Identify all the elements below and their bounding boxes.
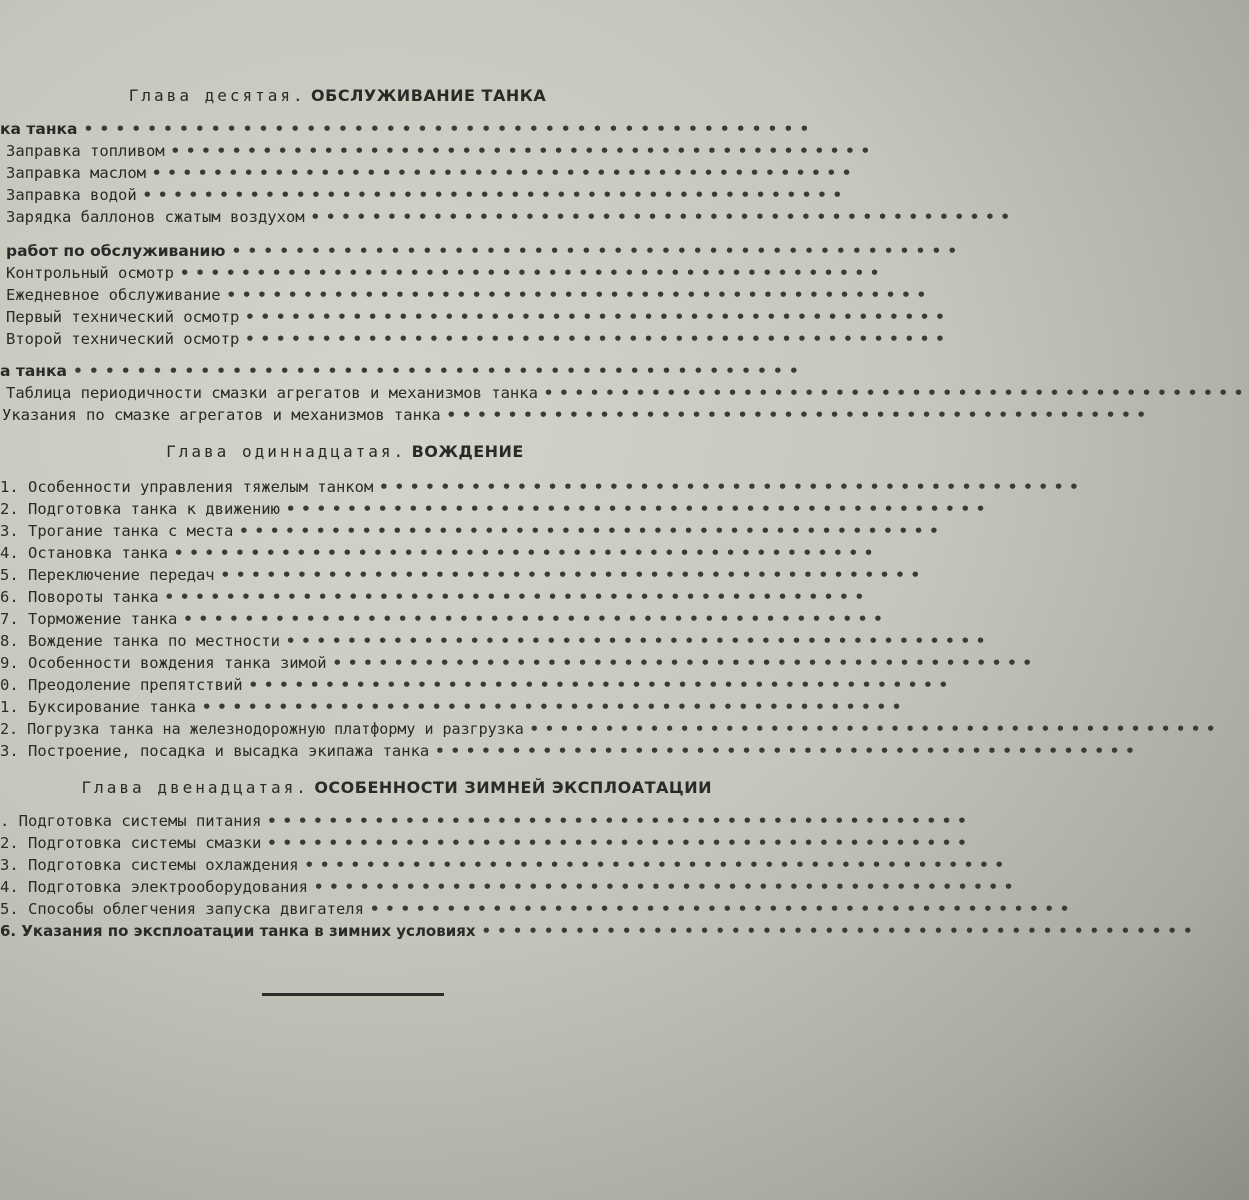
dot-leader: ••••••••••••••••••••••••••••••••••••••••••••••	[304, 856, 1010, 874]
toc-entry: Заправка маслом ••••••••••••••••••••••••••••••••••••••••••••••	[6, 164, 858, 182]
chapter-12-heading	[0, 778, 712, 798]
dot-leader: ••••••••••••••••••••••••••••••••••••••••••••••	[310, 208, 1016, 226]
dot-leader: ••••••••••••••••••••••••••••••••••••••••••••••	[226, 286, 932, 304]
dot-leader: ••••••••••••••••••••••••••••••••••••••••••••••	[435, 742, 1141, 760]
dot-leader: ••••••••••••••••••••••••••••••••••••••••••••••	[245, 308, 951, 326]
toc-entry: 2. Погрузка танка на железнодорожную платформу и разгрузка ••••••••••••••••••••••••••••••••••••••••••••••	[0, 720, 1222, 738]
dot-leader: ••••••••••••••••••••••••••••••••••••••••••••••	[332, 654, 1038, 672]
toc-entry: 6. Указания по эксплоатации танка в зимних условиях ••••••••••••••••••••••••••••••••••••••••••••••	[0, 922, 1199, 940]
dot-leader: ••••••••••••••••••••••••••••••••••••••••••••••	[267, 812, 973, 830]
toc-entry: 5. Переключение передач ••••••••••••••••••••••••••••••••••••••••••••••	[0, 566, 926, 584]
toc-entry: 0. Преодоление препятствий ••••••••••••••••••••••••••••••••••••••••••••••	[0, 676, 954, 694]
toc-entry: 6. Повороты танка ••••••••••••••••••••••••••••••••••••••••••••••	[0, 588, 870, 606]
toc-entry: 1. Буксирование танка ••••••••••••••••••••••••••••••••••••••••••••••	[0, 698, 908, 716]
dot-leader: ••••••••••••••••••••••••••••••••••••••••••••••	[379, 478, 1085, 496]
toc-entry: 3. Трогание танка с места ••••••••••••••••••••••••••••••••••••••••••••••	[0, 522, 945, 540]
dot-leader: ••••••••••••••••••••••••••••••••••••••••••••••	[73, 362, 805, 380]
dot-leader: ••••••••••••••••••••••••••••••••••••••••••••••	[231, 242, 964, 260]
dot-leader: ••••••••••••••••••••••••••••••••••••••••••••••	[183, 610, 889, 628]
toc-entry: 8. Вождение танка по местности ••••••••••••••••••••••••••••••••••••••••••••••	[0, 632, 992, 650]
dot-leader: ••••••••••••••••••••••••••••••••••••••••••••••	[285, 632, 992, 650]
chapter-10-heading	[0, 86, 675, 106]
dot-leader: ••••••••••••••••••••••••••••••••••••••••••••••	[142, 186, 848, 204]
chapter-11-title: ВОЖДЕНИЕ	[411, 442, 524, 461]
toc-entry: 4. Подготовка электрооборудования ••••••••••••••••••••••••••••••••••••••••••••••	[0, 878, 1020, 896]
toc-entry: Контрольный осмотр ••••••••••••••••••••••••••••••••••••••••••••••	[6, 264, 886, 282]
toc-entry: 2. Подготовка системы смазки ••••••••••••••••••••••••••••••••••••••••••••••	[0, 834, 973, 852]
dot-leader: ••••••••••••••••••••••••••••••••••••••••••••••	[248, 676, 954, 694]
dot-leader: ••••••••••••••••••••••••••••••••••••••••••••••	[369, 900, 1076, 918]
dot-leader: ••••••••••••••••••••••••••••••••••••••••••••••	[446, 406, 1152, 424]
chapter-12-title: ОСОБЕННОСТИ ЗИМНЕЙ ЭКСПЛОАТАЦИИ	[314, 778, 712, 797]
dot-leader: ••••••••••••••••••••••••••••••••••••••••••••••	[201, 698, 908, 716]
chapter-12-prefix: Глава двенадцатая.	[81, 778, 309, 797]
chapter-10-title: ОБСЛУЖИВАНИЕ ТАНКА	[311, 86, 547, 105]
toc-entry: 3. Подготовка системы охлаждения ••••••••••••••••••••••••••••••••••••••••••••••	[0, 856, 1010, 874]
chapter-11-prefix: Глава одиннадцатая.	[166, 442, 407, 461]
toc-entry: 2. Подготовка танка к движению ••••••••••••••••••••••••••••••••••••••••••••••	[0, 500, 992, 518]
toc-entry: Заправка топливом ••••••••••••••••••••••••••••••••••••••••••••••	[6, 142, 876, 160]
toc-entry: ка танка ••••••••••••••••••••••••••••••••••••••••••••••	[0, 120, 816, 138]
toc-entry: Таблица периодичности смазки агрегатов и механизмов танка ••••••••••••••••••••••••••••••••••••••••••••••	[6, 384, 1249, 402]
dot-leader: ••••••••••••••••••••••••••••••••••••••••••••••	[481, 922, 1199, 940]
dot-leader: ••••••••••••••••••••••••••••••••••••••••••••••	[151, 164, 858, 182]
toc-entry: 7. Торможение танка ••••••••••••••••••••••••••••••••••••••••••••••	[0, 610, 889, 628]
chapter-10-prefix: Глава десятая.	[128, 86, 306, 105]
toc-entry: 4. Остановка танка ••••••••••••••••••••••••••••••••••••••••••••••	[0, 544, 880, 562]
dot-leader: ••••••••••••••••••••••••••••••••••••••••••••••	[83, 120, 816, 138]
dot-leader: ••••••••••••••••••••••••••••••••••••••••••••••	[285, 500, 992, 518]
dot-leader: ••••••••••••••••••••••••••••••••••••••••••••••	[529, 720, 1222, 738]
toc-entry: 9. Особенности вождения танка зимой ••••••••••••••••••••••••••••••••••••••••••••••	[0, 654, 1038, 672]
toc-entry: Указания по смазке агрегатов и механизмов танка ••••••••••••••••••••••••••••••••••••••••••••••	[2, 406, 1152, 424]
dot-leader: ••••••••••••••••••••••••••••••••••••••••••••••	[313, 878, 1020, 896]
end-rule-divider	[262, 993, 444, 996]
toc-entry: Второй технический осмотр ••••••••••••••••••••••••••••••••••••••••••••••	[6, 330, 951, 348]
toc-entry: Первый технический осмотр ••••••••••••••••••••••••••••••••••••••••••••••	[6, 308, 951, 326]
chapter-11-heading	[0, 442, 690, 462]
toc-entry: . Подготовка системы питания ••••••••••••••••••••••••••••••••••••••••••••••	[0, 812, 973, 830]
toc-entry: работ по обслуживанию ••••••••••••••••••••••••••••••••••••••••••••••	[6, 242, 964, 260]
toc-entry: Зарядка баллонов сжатым воздухом ••••••••••••••••••••••••••••••••••••••••••••••	[6, 208, 1016, 226]
dot-leader: ••••••••••••••••••••••••••••••••••••••••••••••	[543, 384, 1249, 402]
toc-entry: Заправка водой ••••••••••••••••••••••••••••••••••••••••••••••	[6, 186, 848, 204]
dot-leader: ••••••••••••••••••••••••••••••••••••••••••••••	[245, 330, 951, 348]
dot-leader: ••••••••••••••••••••••••••••••••••••••••••••••	[239, 522, 945, 540]
dot-leader: ••••••••••••••••••••••••••••••••••••••••••••••	[170, 142, 876, 160]
toc-entry: 3. Построение, посадка и высадка экипажа танка ••••••••••••••••••••••••••••••••••••••••••••••	[0, 742, 1141, 760]
dot-leader: ••••••••••••••••••••••••••••••••••••••••••••••	[173, 544, 880, 562]
toc-entry: 1. Особенности управления тяжелым танком ••••••••••••••••••••••••••••••••••••••••••••••	[0, 478, 1085, 496]
toc-entry: Ежедневное обслуживание ••••••••••••••••••••••••••••••••••••••••••••••	[6, 286, 932, 304]
toc-entry: а танка ••••••••••••••••••••••••••••••••••••••••••••••	[0, 362, 805, 380]
dot-leader: ••••••••••••••••••••••••••••••••••••••••••••••	[220, 566, 926, 584]
dot-leader: ••••••••••••••••••••••••••••••••••••••••••••••	[267, 834, 973, 852]
dot-leader: ••••••••••••••••••••••••••••••••••••••••••••••	[179, 264, 886, 282]
dot-leader: ••••••••••••••••••••••••••••••••••••••••••••••	[164, 588, 870, 606]
toc-entry: 5. Способы облегчения запуска двигателя ••••••••••••••••••••••••••••••••••••••••••••••	[0, 900, 1076, 918]
